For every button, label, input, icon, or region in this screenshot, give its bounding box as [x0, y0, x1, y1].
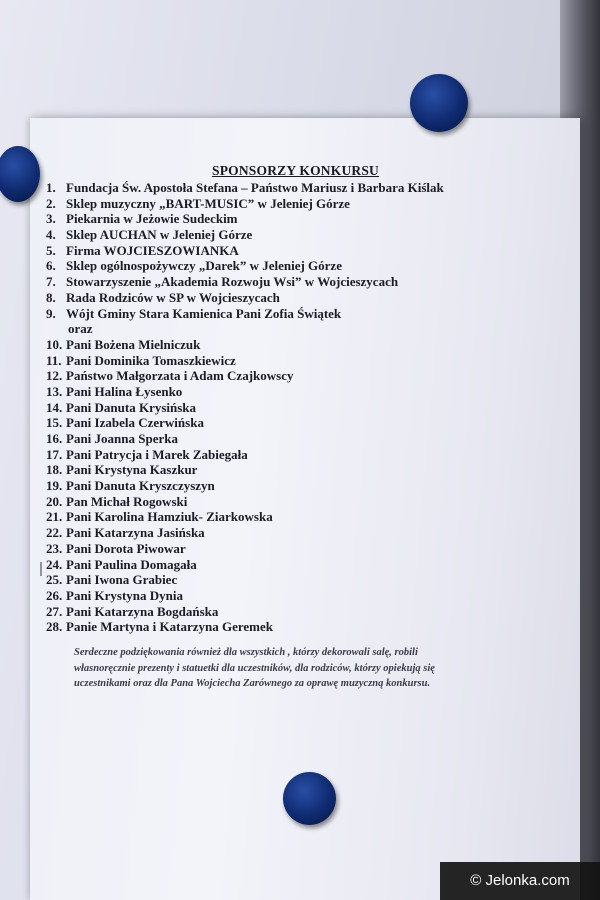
sponsor-name: Sklep muzyczny „BART-MUSIC” w Jeleniej Górze — [66, 195, 350, 211]
sponsor-number: 1. — [46, 180, 56, 195]
sponsor-name: Sklep ogólnospożywczy „Darek” w Jeleniej Górze — [66, 258, 342, 274]
sponsor-number: 14. — [46, 399, 63, 415]
sponsor-number: 15. — [46, 415, 63, 431]
sponsor-name: Pani Izabela Czerwińska — [66, 415, 204, 431]
magnet-top — [410, 74, 468, 132]
sponsor-name: Pan Michał Rogowski — [66, 493, 188, 509]
pen-mark — [40, 562, 42, 576]
sponsor-name: Pani Patrycja i Marek Zabiegała — [66, 446, 248, 462]
sponsor-item — [46, 306, 546, 322]
sponsor-number: 12. — [46, 368, 63, 384]
sponsor-number: 9. — [46, 305, 56, 321]
sponsor-item — [46, 353, 546, 369]
sponsor-item — [46, 368, 546, 384]
sponsor-item — [46, 227, 546, 243]
sponsor-name: Fundacja Św. Apostoła Stefana – Państwo Mariusz i Barbara Kiślak — [66, 180, 444, 195]
sponsor-name: oraz — [68, 321, 93, 337]
thanks-line: własnoręcznie prezenty i statuetki dla uczestników, dla rodziców, którzy opiekują się — [74, 662, 435, 674]
sponsor-number: 7. — [46, 274, 56, 290]
sponsor-name: Pani Bożena Mielniczuk — [66, 336, 201, 352]
sponsor-number: 16. — [46, 431, 63, 446]
sponsor-number: 21. — [46, 509, 63, 525]
sponsor-item — [46, 415, 546, 431]
sponsor-number: 13. — [46, 383, 63, 399]
sponsor-name: Pani Karolina Hamziuk- Ziarkowska — [66, 509, 273, 525]
sponsor-number: 5. — [46, 242, 56, 258]
thanks-line: uczestnikami oraz dla Pana Wojciecha Zarównego za oprawę muzyczną konkursu. — [74, 678, 431, 689]
sponsor-item — [46, 494, 546, 510]
sponsor-name: Pani Halina Łysenko — [66, 383, 183, 399]
sponsor-number: 10. — [46, 336, 63, 352]
sponsor-item — [46, 321, 546, 337]
sponsor-item — [46, 400, 546, 416]
sponsor-list — [46, 180, 546, 635]
sponsor-name: Pani Dorota Piwowar — [66, 540, 186, 556]
sponsor-item — [46, 196, 546, 212]
sponsor-name: Firma WOJCIESZOWIANKA — [66, 242, 239, 258]
sponsor-name: Pani Danuta Kryszczyszyn — [66, 478, 215, 494]
sponsor-item — [46, 557, 546, 573]
sponsor-item — [46, 588, 546, 604]
sponsor-item — [46, 258, 546, 274]
sponsor-item — [46, 525, 546, 541]
sponsor-number: 22. — [46, 525, 63, 541]
sponsor-item — [46, 462, 546, 478]
sponsor-item — [46, 274, 546, 290]
sponsor-name: Pani Iwona Grabiec — [66, 572, 178, 588]
sponsor-item — [46, 509, 546, 525]
sponsor-name: Pani Katarzyna Bogdańska — [66, 603, 219, 619]
thanks-line: Serdeczne podziękowania również dla wszystkich , którzy dekorowali salę, robili — [74, 647, 418, 658]
sponsor-name: Wójt Gminy Stara Kamienica Pani Zofia Świątek — [66, 305, 342, 321]
sponsor-number: 23. — [46, 540, 63, 556]
sponsor-number: 26. — [46, 587, 63, 603]
sponsor-item — [46, 604, 546, 620]
sponsor-number: 8. — [46, 289, 56, 305]
sponsor-item — [46, 211, 546, 227]
sponsor-item — [46, 431, 546, 447]
sponsor-name: Pani Dominika Tomaszkiewicz — [66, 352, 236, 368]
sponsor-number: 25. — [46, 572, 63, 588]
sponsor-item — [46, 337, 546, 353]
notice-title: SPONSORZY KONKURSU — [212, 163, 379, 178]
sponsor-number: 17. — [46, 446, 63, 462]
sponsor-name: Pani Katarzyna Jasińska — [66, 525, 205, 541]
sponsor-number: 11. — [46, 352, 62, 368]
sponsor-item — [46, 384, 546, 400]
sponsor-number: 24. — [46, 556, 63, 572]
sponsor-name: Pani Joanna Sperka — [66, 431, 178, 446]
sponsor-item — [46, 572, 546, 588]
sponsor-item — [46, 619, 546, 635]
sponsor-number: 2. — [46, 195, 56, 211]
sponsor-item — [46, 243, 546, 259]
sponsor-name: Rada Rodziców w SP w Wojcieszycach — [66, 289, 280, 305]
sponsor-name: Pani Paulina Domagała — [66, 556, 197, 572]
sponsor-name: Pani Krystyna Dynia — [66, 587, 184, 603]
sponsor-name: Piekarnia w Jeżowie Sudeckim — [66, 211, 238, 227]
sponsor-number: 28. — [46, 619, 63, 635]
sponsor-number: 4. — [46, 227, 56, 243]
sponsor-item — [46, 180, 546, 196]
sponsor-name: Pani Krystyna Kaszkur — [66, 462, 198, 478]
sponsor-name: Panie Martyna i Katarzyna Geremek — [66, 619, 273, 635]
sponsor-number: 19. — [46, 478, 63, 494]
sponsor-name: Państwo Małgorzata i Adam Czajkowscy — [66, 368, 294, 384]
thanks-note — [74, 645, 544, 692]
sponsor-name: Sklep AUCHAN w Jeleniej Górze — [66, 227, 253, 243]
sponsor-name: Stowarzyszenie „Akademia Rozwoju Wsi” w Wojcieszycach — [66, 274, 399, 290]
sponsor-number: 27. — [46, 603, 63, 619]
sponsor-item — [46, 541, 546, 557]
sponsor-number: 3. — [46, 211, 56, 227]
sponsor-number: 6. — [46, 258, 56, 274]
sponsor-item — [46, 290, 546, 306]
sponsor-item — [46, 447, 546, 463]
sponsor-number: 20. — [46, 493, 63, 509]
magnet-bottom — [283, 772, 336, 825]
sponsor-number: 18. — [46, 462, 63, 478]
sponsor-name: Pani Danuta Krysińska — [66, 399, 197, 415]
watermark: © Jelonka.com — [440, 862, 600, 900]
sponsor-item — [46, 478, 546, 494]
